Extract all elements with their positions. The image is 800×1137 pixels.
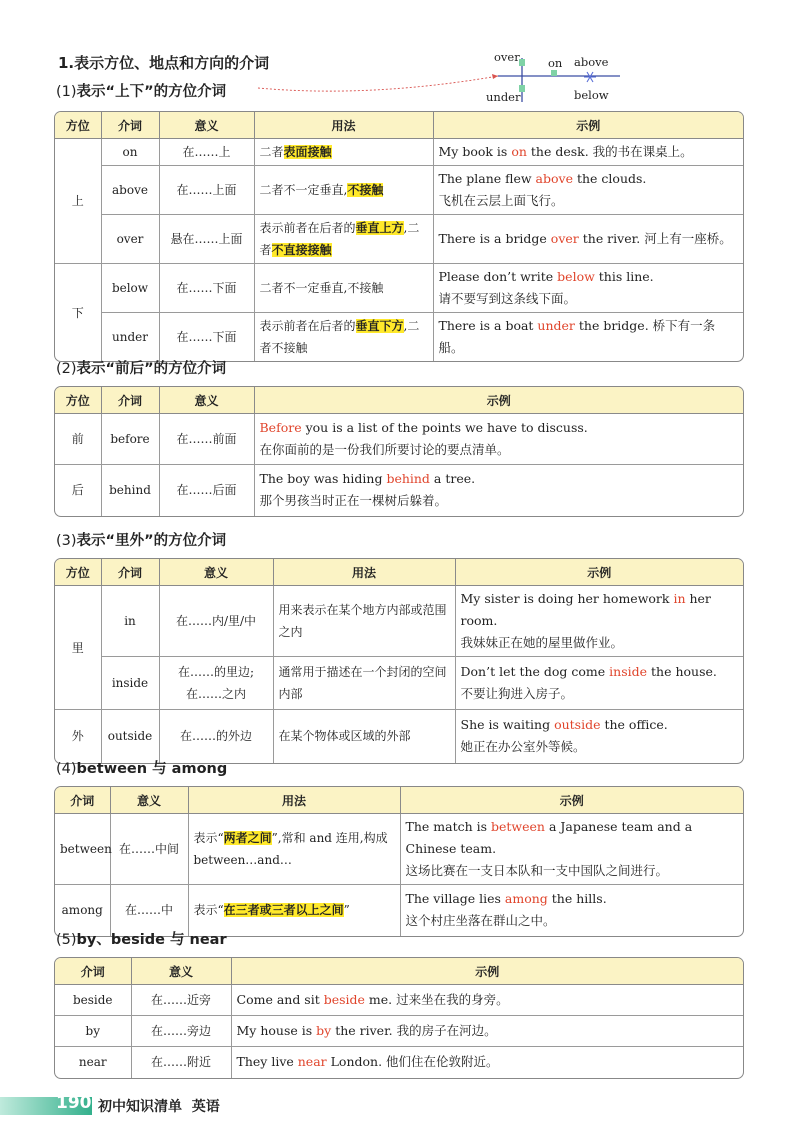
table-row: [55, 313, 743, 362]
position-cell: 前: [55, 414, 101, 465]
usage-cell: 表示前者在后者的垂直下方,二者不接触: [254, 313, 433, 362]
page-number: 190: [56, 1093, 92, 1113]
column-header: 介词: [55, 958, 131, 985]
column-header: 介词: [101, 112, 159, 139]
usage-cell: 二者不一定垂直,不接触: [254, 264, 433, 313]
column-header: 意义: [110, 787, 188, 814]
column-header: 意义: [159, 112, 254, 139]
usage-cell: 二者不一定垂直,不接触: [254, 166, 433, 215]
table-row: [55, 814, 743, 885]
table-by-beside-near: [54, 957, 744, 1079]
subsection-5-title: (5)by、beside 与 near: [56, 932, 227, 948]
meaning-cell: 在……上: [159, 139, 254, 166]
column-header: 意义: [159, 559, 273, 586]
prep-cell: above: [101, 166, 159, 215]
meaning-cell: 在……的外边: [159, 710, 273, 763]
prep-cell: near: [55, 1047, 131, 1078]
column-header: 示例: [400, 787, 743, 814]
column-header: 用法: [188, 787, 400, 814]
example-cell: My book is on the desk. 我的书在课桌上。: [433, 139, 743, 166]
prep-cell: on: [101, 139, 159, 166]
meaning-cell: 在……近旁: [131, 985, 231, 1016]
table-row: [55, 657, 743, 710]
subsection-3-title: (3)表示“里外”的方位介词: [56, 533, 227, 549]
section-heading: 1.表示方位、地点和方向的介词: [58, 54, 270, 72]
table-row: [55, 414, 743, 465]
book-title: 初中知识清单 英语: [98, 1099, 220, 1115]
page-footer: [0, 1093, 800, 1119]
meaning-cell: 在……下面: [159, 313, 254, 362]
diagram-below-label: below: [574, 88, 609, 102]
usage-cell: 在某个物体或区域的外部: [273, 710, 455, 763]
group-cell: 外: [55, 710, 101, 763]
example-cell: She is waiting outside the office. 她正在办公室外等候。: [460, 717, 668, 755]
meaning-cell: 在……中间: [110, 814, 188, 885]
example-cell: The plane flew above the clouds. 飞机在云层上面飞行。: [433, 166, 743, 215]
usage-cell: 表示前者在后者的垂直上方,二者不直接接触: [254, 215, 433, 264]
usage-cell: 二者表面接触: [254, 139, 433, 166]
column-header: 示例: [254, 387, 743, 414]
column-header: 意义: [131, 958, 231, 985]
column-header: 用法: [273, 559, 455, 586]
meaning-cell: 在……附近: [131, 1047, 231, 1078]
column-header: 示例: [455, 559, 743, 586]
column-header: 意义: [159, 387, 254, 414]
table-row: [55, 1047, 743, 1078]
table-up-down: [54, 111, 744, 362]
prep-cell: in: [101, 586, 159, 657]
table-row: [55, 264, 743, 313]
meaning-cell: 在……下面: [159, 264, 254, 313]
position-diagram: [250, 46, 620, 110]
prep-cell: inside: [101, 657, 159, 710]
prep-cell: outside: [101, 710, 159, 763]
example-cell: Don’t let the dog come inside the house. 不要让狗进入房子。: [455, 657, 743, 710]
column-header: 示例: [433, 112, 743, 139]
meaning-cell: 在……旁边: [131, 1016, 231, 1047]
diagram-under-label: under: [486, 90, 521, 104]
column-header: 方位: [55, 387, 101, 414]
column-header: 方位: [55, 112, 101, 139]
position-cell: 后: [55, 465, 101, 516]
example-cell: The village lies among the hills. 这个村庄坐落在群山之中。: [405, 891, 607, 929]
usage-cell: 表示“两者之间”,常和 and 连用,构成 between…and…: [188, 814, 400, 885]
column-header: 介词: [55, 787, 110, 814]
group-cell: 下: [55, 264, 101, 362]
meaning-cell: 在……前面: [159, 414, 254, 465]
table-row: [55, 139, 743, 166]
prep-cell: over: [101, 215, 159, 264]
group-cell: 上: [55, 139, 101, 264]
table-between-among: [54, 786, 744, 937]
prep-cell: beside: [55, 985, 131, 1016]
prep-cell: below: [101, 264, 159, 313]
diagram-above-label: above: [574, 55, 609, 69]
column-header: 方位: [55, 559, 101, 586]
example-cell: The boy was hiding behind a tree. 那个男孩当时正在一棵树后躲着。: [259, 471, 476, 509]
prep-cell: among: [55, 885, 110, 936]
table-row: [55, 586, 743, 657]
example-cell: Please don’t write below this line. 请不要写到这条线下面。: [433, 264, 743, 313]
example-cell: My house is by the river. 我的房子在河边。: [231, 1016, 743, 1047]
usage-cell: 表示“在三者或三者以上之间”: [188, 885, 400, 936]
prep-cell: before: [101, 414, 159, 465]
table-row: [55, 166, 743, 215]
table-row: [55, 215, 743, 264]
example-cell: My sister is doing her homework in her room. 我妹妹正在她的屋里做作业。: [455, 586, 743, 657]
subsection-1-title: (1)表示“上下”的方位介词: [56, 84, 227, 100]
table-row: [55, 985, 743, 1016]
meaning-cell: 在……的里边; 在……之内: [159, 657, 273, 710]
example-cell: There is a bridge over the river. 河上有一座桥。: [433, 215, 743, 264]
table-front-back: [54, 386, 744, 517]
subsection-4-title: (4)between 与 among: [56, 761, 228, 777]
diagram-on-label: on: [548, 56, 563, 70]
meaning-cell: 在……后面: [159, 465, 254, 516]
group-cell: 里: [55, 586, 101, 710]
meaning-cell: 在……中: [110, 885, 188, 936]
example-cell: The match is between a Japanese team and a Chinese team. 这场比赛在一支日本队和一支中国队之间进行。: [400, 814, 743, 885]
subsection-2-title: (2)表示“前后”的方位介词: [56, 361, 227, 377]
column-header: 介词: [101, 387, 159, 414]
table-row: [55, 1016, 743, 1047]
prep-cell: under: [101, 313, 159, 362]
usage-cell: 用来表示在某个地方内部或范围之内: [273, 586, 455, 657]
meaning-cell: 在……内/里/中: [159, 586, 273, 657]
meaning-cell: 悬在……上面: [159, 215, 254, 264]
prep-cell: behind: [101, 465, 159, 516]
example-cell: There is a boat under the bridge. 桥下有一条船。: [438, 318, 716, 355]
meaning-cell: 在……上面: [159, 166, 254, 215]
example-cell: Before you is a list of the points we have to discuss. 在你面前的是一份我们所要讨论的要点清单。: [254, 414, 743, 465]
column-header: 示例: [231, 958, 743, 985]
prep-cell: between: [55, 814, 110, 885]
column-header: 用法: [254, 112, 433, 139]
example-cell: Come and sit beside me. 过来坐在我的身旁。: [231, 985, 743, 1016]
table-row: [55, 465, 743, 516]
column-header: 介词: [101, 559, 159, 586]
example-cell: They live near London. 他们住在伦敦附近。: [236, 1054, 499, 1070]
usage-cell: 通常用于描述在一个封闭的空间内部: [273, 657, 455, 710]
diagram-over-label: over: [494, 50, 520, 64]
table-row: [55, 710, 743, 763]
table-inside-outside: [54, 558, 744, 764]
prep-cell: by: [55, 1016, 131, 1047]
